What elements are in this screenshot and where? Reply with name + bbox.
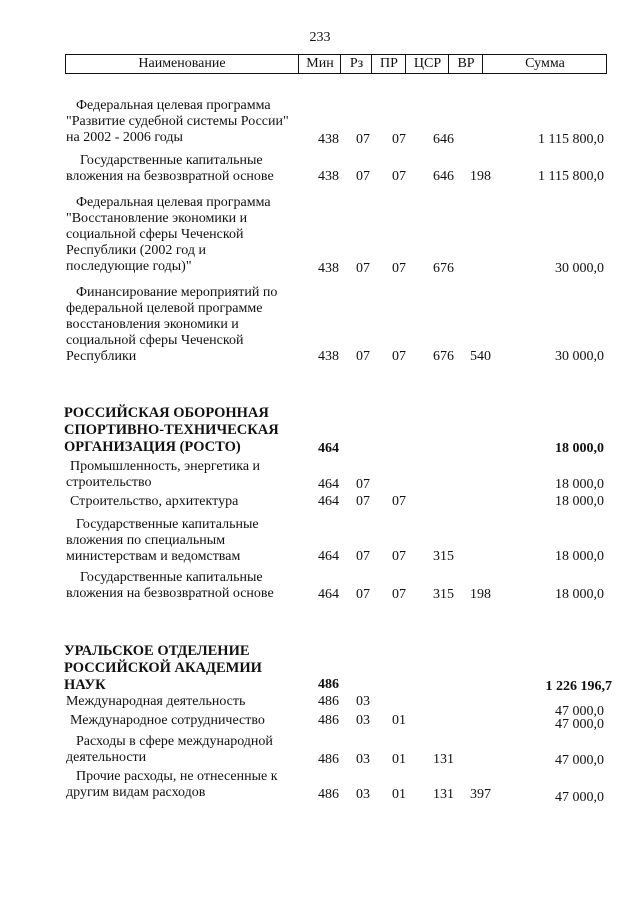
row-min: 486 (318, 694, 339, 709)
row-csr: 676 (433, 349, 454, 364)
row-vr: 198 (470, 587, 491, 602)
page-number: 233 (309, 30, 331, 45)
row-sum: 18 000,0 (555, 587, 604, 602)
row-rz: 03 (356, 752, 370, 767)
row-name: Строительство, архитектура (70, 494, 239, 509)
row-min: 438 (318, 132, 339, 147)
row-name: Промышленность, энергетика и строительство (66, 459, 261, 490)
row-name: Федеральная целевая программа "Восстановление экономики и социальной сферы Чеченской Республики (2002 год и последующие годы)" (66, 195, 271, 274)
row-csr: 646 (433, 169, 454, 184)
row-min: 438 (318, 261, 339, 276)
row-sum: 30 000,0 (555, 349, 604, 364)
row-csr: 315 (433, 549, 454, 564)
row-min: 486 (318, 677, 339, 692)
row-name: Расходы в сфере международной деятельности (66, 734, 273, 765)
row-sum: 1 115 800,0 (538, 132, 604, 147)
row-pr: 01 (392, 713, 406, 728)
row-sum: 47 000,0 (555, 790, 604, 805)
header-min: Мин (298, 55, 341, 73)
row-name: Международное сотрудничество (70, 713, 265, 728)
section-title: РОССИЙСКАЯ ОБОРОННАЯ СПОРТИВНО-ТЕХНИЧЕСКАЯ ОРГАНИЗАЦИЯ (РОСТО) (64, 405, 279, 455)
row-sum: 1 226 196,7 (545, 679, 612, 694)
header-rz: Рз (340, 55, 372, 73)
row-min: 438 (318, 169, 339, 184)
row-sum: 47 000,0 (555, 704, 604, 719)
row-name: Федеральная целевая программа "Развитие судебной системы России" на 2002 - 2006 годы (66, 98, 289, 145)
row-sum: 18 000,0 (555, 441, 604, 456)
row-csr: 676 (433, 261, 454, 276)
row-rz: 07 (356, 587, 370, 602)
row-pr: 07 (392, 494, 406, 509)
section-title: УРАЛЬСКОЕ ОТДЕЛЕНИЕ РОССИЙСКОЙ АКАДЕМИИ НАУК (64, 643, 262, 693)
row-sum: 30 000,0 (555, 261, 604, 276)
row-rz: 03 (356, 694, 370, 709)
row-pr: 07 (392, 169, 406, 184)
row-rz: 07 (356, 169, 370, 184)
row-rz: 07 (356, 494, 370, 509)
row-name: Государственные капитальные вложения на безвозвратной основе (66, 570, 274, 601)
row-sum: 1 115 800,0 (538, 169, 604, 184)
row-vr: 540 (470, 349, 491, 364)
row-rz: 03 (356, 713, 370, 728)
row-pr: 07 (392, 261, 406, 276)
row-csr: 131 (433, 752, 454, 767)
header-name: Наименование (138, 56, 226, 71)
row-sum: 18 000,0 (555, 494, 604, 509)
header-vr: ВР (448, 55, 483, 73)
row-sum: 47 000,0 (555, 717, 604, 732)
row-rz: 07 (356, 549, 370, 564)
row-min: 464 (318, 494, 339, 509)
row-sum: 18 000,0 (555, 477, 604, 492)
row-rz: 03 (356, 787, 370, 802)
row-min: 464 (318, 477, 339, 492)
row-pr: 07 (392, 549, 406, 564)
row-sum: 18 000,0 (555, 549, 604, 564)
row-pr: 01 (392, 787, 406, 802)
row-csr: 315 (433, 587, 454, 602)
row-rz: 07 (356, 132, 370, 147)
row-rz: 07 (356, 349, 370, 364)
row-min: 486 (318, 787, 339, 802)
row-min: 438 (318, 349, 339, 364)
row-pr: 07 (392, 132, 406, 147)
row-min: 464 (318, 441, 339, 456)
header-sum: Сумма (482, 55, 607, 73)
row-vr: 198 (470, 169, 491, 184)
header-pr: ПР (371, 55, 406, 73)
row-min: 464 (318, 549, 339, 564)
row-name: Финансирование мероприятий по федеральной целевой программе восстановления экономики и социальной сферы Чеченской Республики (66, 285, 278, 364)
row-pr: 07 (392, 587, 406, 602)
row-min: 486 (318, 713, 339, 728)
row-vr: 397 (470, 787, 491, 802)
row-name: Прочие расходы, не отнесенные к другим видам расходов (66, 769, 278, 800)
row-csr: 646 (433, 132, 454, 147)
row-min: 486 (318, 752, 339, 767)
table-header (65, 54, 607, 74)
row-rz: 07 (356, 261, 370, 276)
row-pr: 01 (392, 752, 406, 767)
row-min: 464 (318, 587, 339, 602)
row-rz: 07 (356, 477, 370, 492)
row-name: Государственные капитальные вложения по специальным министерствам и ведомствам (66, 517, 259, 564)
row-csr: 131 (433, 787, 454, 802)
header-csr: ЦСР (405, 55, 449, 73)
row-name: Международная деятельность (66, 694, 246, 709)
row-sum: 47 000,0 (555, 753, 604, 768)
row-name: Государственные капитальные вложения на безвозвратной основе (66, 153, 274, 184)
row-pr: 07 (392, 349, 406, 364)
